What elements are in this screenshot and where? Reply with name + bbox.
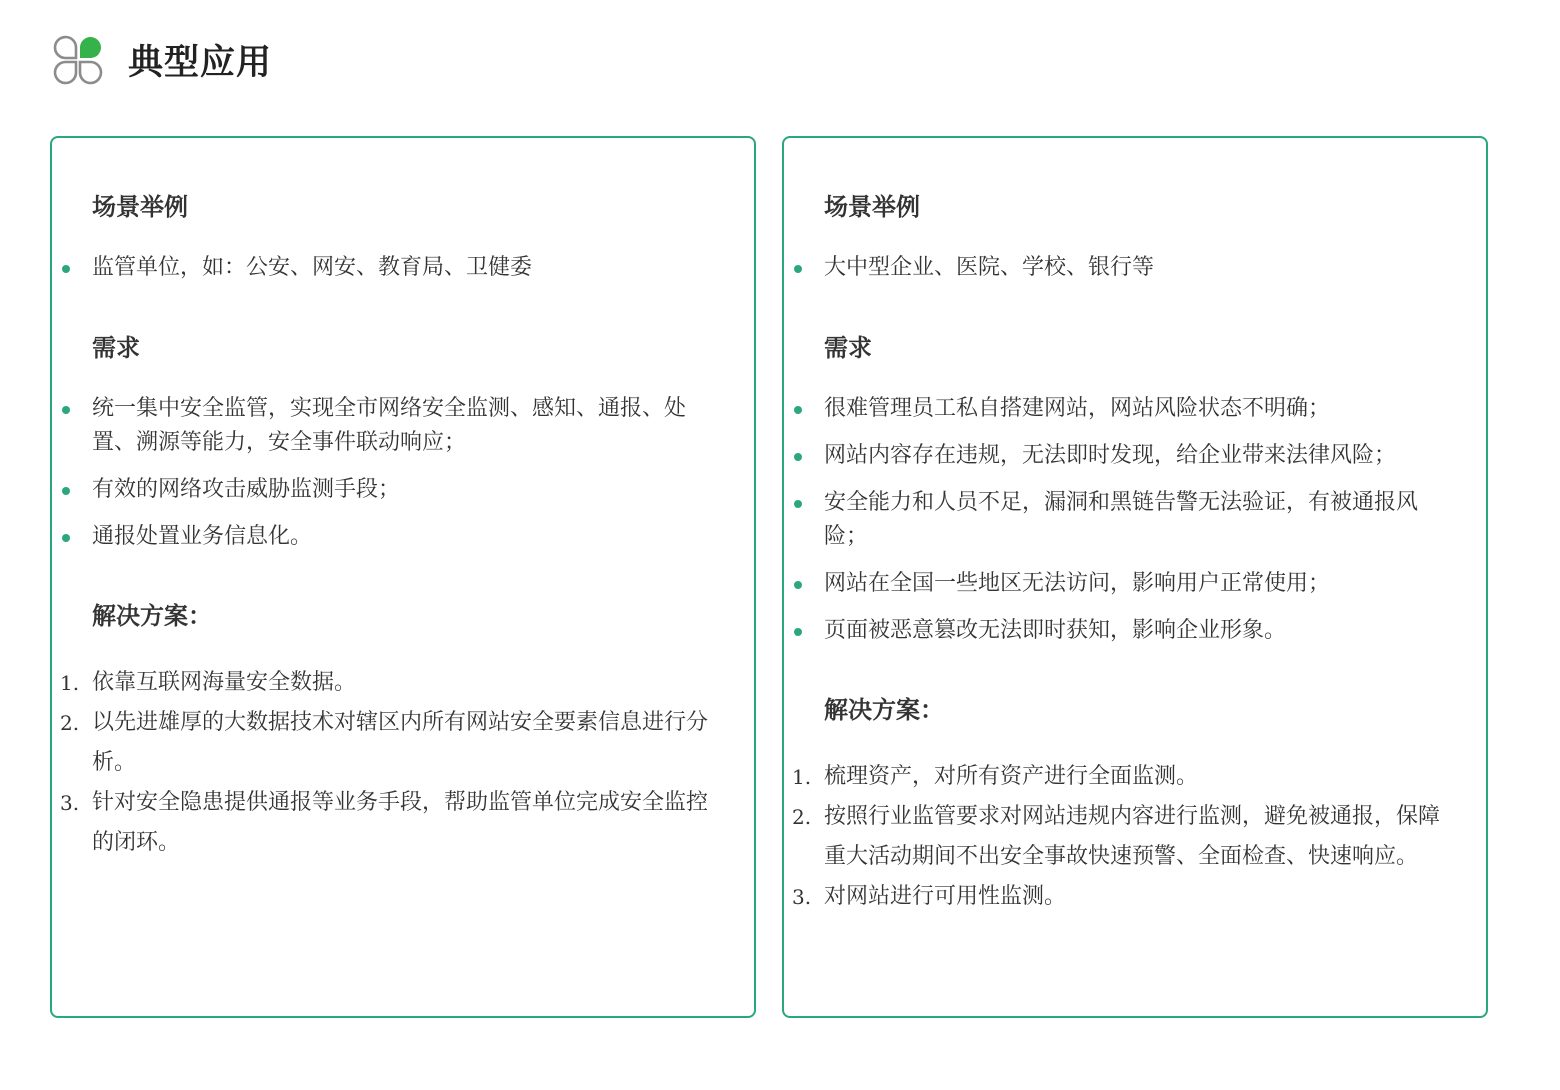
bullet-dot-icon <box>62 487 70 495</box>
page-title: 典型应用 <box>128 42 273 83</box>
list-item: 1. 梳理资产，对所有资产进行全面监测。 <box>792 764 1199 789</box>
list-item: 安全能力和人员不足，漏洞和黑链告警无法验证，有被通报风险； <box>824 486 1452 554</box>
list-item: 统一集中安全监管，实现全市网络安全监测、感知、通报、处置、溯源等能力，安全事件联动响应； <box>92 392 720 460</box>
needs-heading: 需求 <box>92 333 140 362</box>
list-item: 3. 针对安全隐患提供通报等业务手段，帮助监管单位完成安全监控的闭环。 <box>60 790 709 855</box>
list-item: 有效的网络攻击威胁监测手段； <box>92 473 720 507</box>
scenario-heading: 场景举例 <box>824 192 920 221</box>
list-item: 3. 对网站进行可用性监测。 <box>792 884 1067 909</box>
page-header <box>52 32 272 88</box>
bullet-dot-icon <box>62 406 70 414</box>
list-item: 网站在全国一些地区无法访问，影响用户正常使用； <box>824 567 1452 601</box>
bullet-dot-icon <box>62 534 70 542</box>
list-item: 很难管理员工私自搭建网站，网站风险状态不明确； <box>824 392 1452 426</box>
application-card-regulators <box>50 136 756 1018</box>
needs-list <box>824 392 1452 648</box>
bullet-dot-icon <box>794 406 802 414</box>
bullet-dot-icon <box>794 265 802 273</box>
bullet-dot-icon <box>794 453 802 461</box>
solution-list <box>60 663 720 863</box>
solution-list <box>792 757 1452 917</box>
solution-heading: 解决方案： <box>92 601 212 630</box>
list-item: 通报处置业务信息化。 <box>92 520 720 554</box>
scenario-list <box>92 251 720 285</box>
bullet-dot-icon <box>794 628 802 636</box>
needs-list <box>92 392 720 554</box>
scenario-list <box>824 251 1452 285</box>
scenario-heading: 场景举例 <box>92 192 188 221</box>
bullet-dot-icon <box>62 265 70 273</box>
list-item: 网站内容存在违规，无法即时发现，给企业带来法律风险； <box>824 439 1452 473</box>
list-item: 2. 按照行业监管要求对网站违规内容进行监测，避免被通报，保障重大活动期间不出安全事故快速预警、全面检查、快速响应。 <box>792 804 1441 869</box>
four-petal-clover-icon <box>52 34 104 86</box>
list-item: 2. 以先进雄厚的大数据技术对辖区内所有网站安全要素信息进行分析。 <box>60 710 709 775</box>
list-item: 页面被恶意篡改无法即时获知，影响企业形象。 <box>824 614 1452 648</box>
bullet-dot-icon <box>794 581 802 589</box>
bullet-dot-icon <box>794 500 802 508</box>
list-item: 大中型企业、医院、学校、银行等 <box>824 251 1452 285</box>
needs-heading: 需求 <box>824 333 872 362</box>
list-item: 1. 依靠互联网海量安全数据。 <box>60 670 357 695</box>
list-item: 监管单位，如：公安、网安、教育局、卫健委 <box>92 251 720 285</box>
solution-heading: 解决方案： <box>824 695 944 724</box>
application-card-enterprises <box>782 136 1488 1018</box>
